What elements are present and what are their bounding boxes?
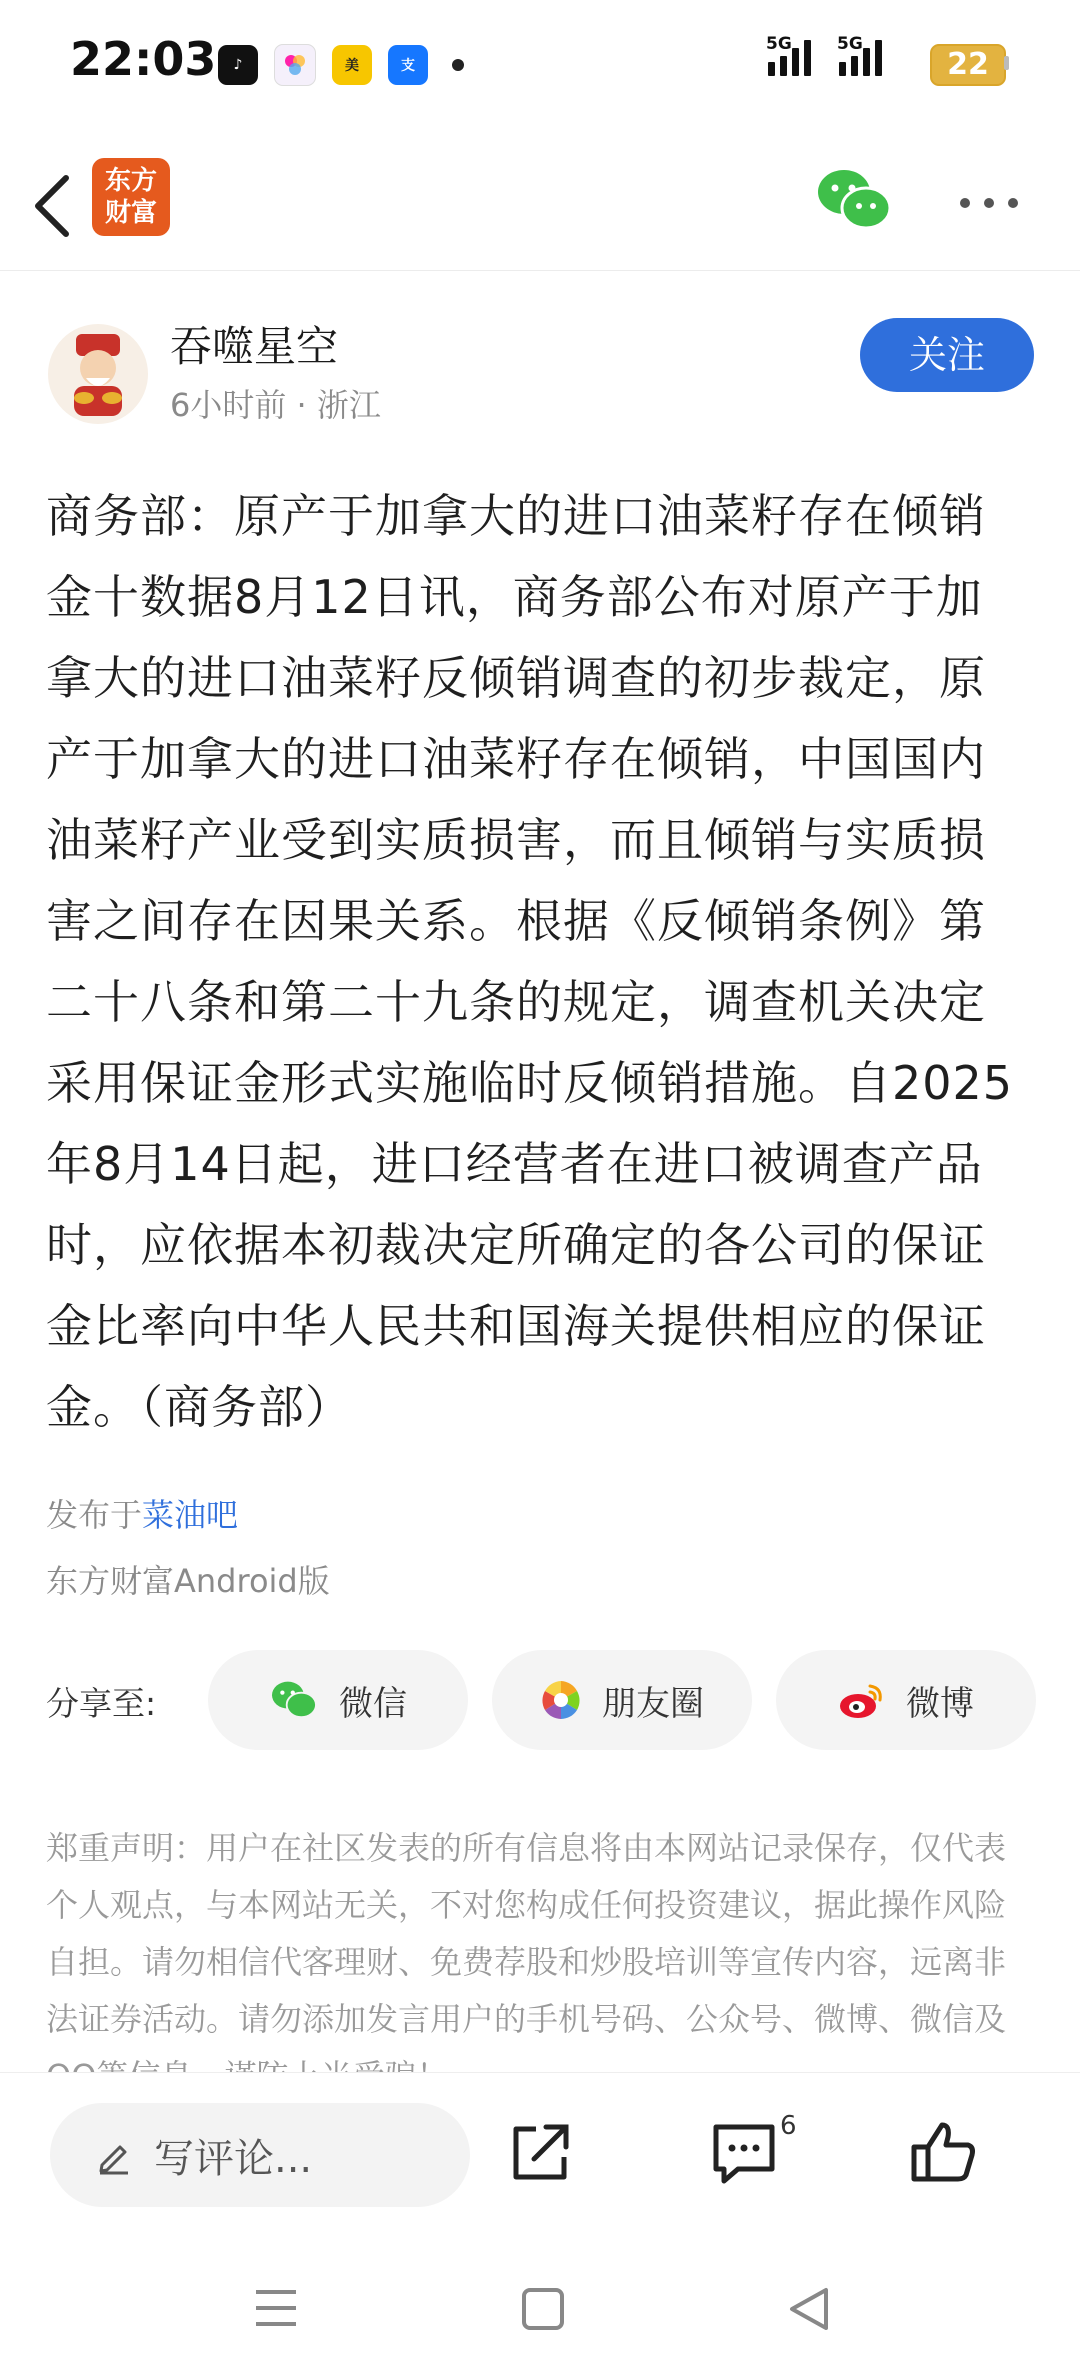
forum-link[interactable]: 菜油吧 [142, 1496, 239, 1534]
thumbs-up-icon [904, 2113, 984, 2193]
home-icon [524, 2290, 562, 2328]
back-button[interactable] [24, 166, 84, 246]
share-moments-label: 朋友圈 [602, 1683, 704, 1724]
client-info: 东方财富Android版 [46, 1562, 330, 1600]
moments-icon [540, 1679, 582, 1721]
pencil-icon [94, 2135, 134, 2175]
tiktok-icon: ♪ [218, 45, 258, 85]
menu-icon [256, 2292, 296, 2324]
more-dot-icon [960, 198, 970, 208]
share-moments-button[interactable] [492, 1650, 752, 1750]
follow-button[interactable]: 关注 [860, 318, 1034, 392]
signal-indicators [766, 34, 882, 76]
author-name[interactable]: 吞噬星空 [170, 322, 339, 371]
comments-button[interactable] [704, 2113, 784, 2193]
wechat-share-button[interactable] [814, 164, 894, 236]
status-time: 22:03 [70, 32, 217, 86]
share-weibo-button[interactable] [776, 1650, 1036, 1750]
share-weibo-label: 微博 [906, 1683, 974, 1724]
chevron-left-icon [24, 166, 84, 246]
system-nav-bar [0, 2240, 1080, 2376]
share-wechat-label: 微信 [339, 1683, 407, 1724]
system-nav-icons [0, 2240, 1080, 2376]
comment-icon [704, 2113, 784, 2193]
alipay-icon: 支 [388, 45, 428, 85]
publish-info [46, 1490, 238, 1536]
share-out-icon [500, 2113, 580, 2193]
app-logo[interactable]: 东方 财富 [92, 158, 170, 236]
share-label: 分享至: [46, 1684, 157, 1723]
top-nav [0, 140, 1080, 271]
weibo-icon [838, 1680, 886, 1720]
notification-icons [218, 44, 464, 86]
wechat-icon [814, 164, 894, 236]
god-of-wealth-avatar-icon [48, 324, 148, 424]
status-bar [0, 0, 1080, 130]
more-options-button[interactable] [960, 188, 1030, 218]
more-notifications-dot [452, 59, 464, 71]
photos-icon [274, 44, 316, 86]
post-meta: 6小时前 · 浙江 [170, 386, 381, 424]
back-triangle-icon [792, 2290, 826, 2328]
share-out-button[interactable] [500, 2113, 580, 2193]
meituan-icon: 美 [332, 45, 372, 85]
author-avatar[interactable] [48, 324, 148, 424]
share-wechat-button[interactable] [208, 1650, 468, 1750]
more-dot-icon [984, 198, 994, 208]
like-button[interactable] [904, 2113, 984, 2193]
disclaimer-text: 郑重声明：用户在社区发表的所有信息将由本网站记录保存，仅代表个人观点，与本网站无关，不对您构成任何投资建议，据此操作风险自担。请勿相信代客理财、免费荐股和炒股培训等宣传内容，远离非法证券活动。请勿添加发言用户的手机号码、公众号、微博、微信及 [46, 1829, 1007, 2038]
more-dot-icon [1008, 198, 1018, 208]
comment-input[interactable] [50, 2103, 470, 2207]
article-body: 商务部：原产于加拿大的进口油菜籽存在倾销 金十数据8月12日讯，商务部公布对原产于加 拿大的进口油菜籽反倾销调查的初步裁定，原 产于加拿大的进口油菜籽存在倾销，中国国内 油菜籽产业受到实质损害，而且倾销与实质损 害之间存在因果关系。根据《反倾销条例》第 二十八条和第二十九条的规定，调查机关决定 采用保证金形式实施临时反倾销措施。自2025 年8月14日起，进口经营者在进口被调查产品 时，应依据本初裁决定所确定的各公司的保证 金比率向中华人民共和国海关提供相应的保证 金。（商务部） [46, 489, 1014, 1434]
comment-count-badge: 6 [780, 2111, 797, 2141]
battery-tip [1004, 56, 1009, 70]
wechat-icon [269, 1678, 319, 1722]
battery-icon: 22 [930, 44, 1006, 86]
share-row [46, 1650, 1036, 1750]
publish-prefix: 发布于 [46, 1496, 143, 1534]
bottom-action-bar [0, 2072, 1080, 2233]
author-row [0, 300, 1080, 440]
signal-2-icon: 5G [839, 40, 882, 76]
signal-1-icon: 5G [768, 40, 811, 76]
comment-placeholder: 写评论... [154, 2135, 313, 2182]
